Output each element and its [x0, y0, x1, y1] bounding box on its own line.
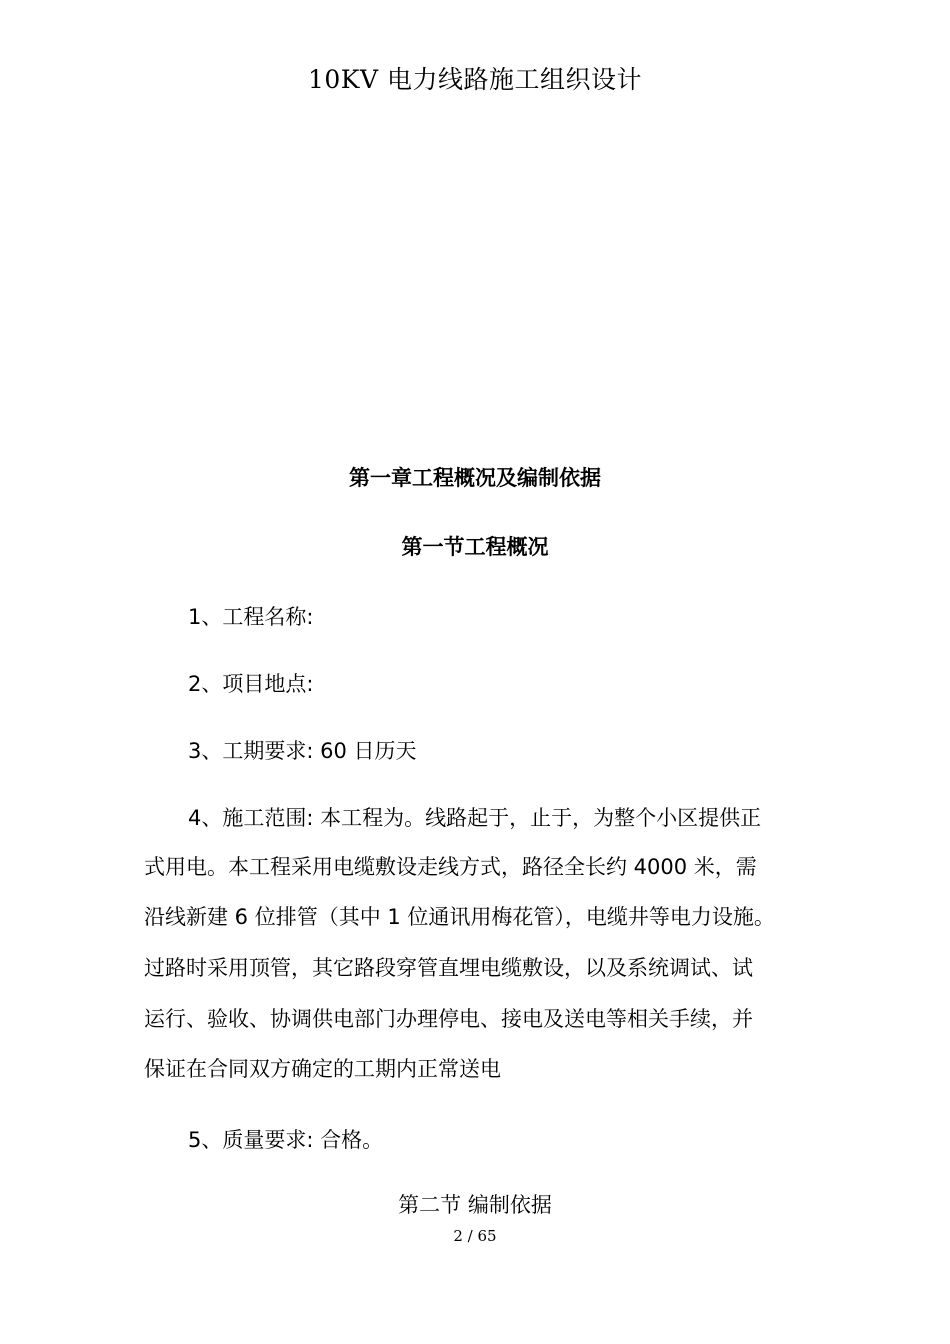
scope-line-5: 运行、验收、协调供电部门办理停电、接电及送电等相关手续，并	[144, 1007, 753, 1031]
item-schedule: 3、工期要求: 60 日历天	[188, 739, 417, 763]
page-indicator: 2 / 65	[453, 1227, 497, 1245]
item-project-name: 1、工程名称:	[188, 605, 314, 629]
document-title: 10KV 电力线路施工组织设计	[308, 65, 642, 94]
scope-line-2: 式用电。本工程采用电缆敷设走线方式，路径全长约 4000 米，需	[144, 855, 757, 879]
scope-line-3: 沿线新建 6 位排管（其中 1 位通讯用梅花管），电缆井等电力设施。	[144, 905, 775, 929]
scope-line-6: 保证在合同双方确定的工期内正常送电	[144, 1057, 501, 1081]
item-project-location: 2、项目地点:	[188, 672, 314, 696]
section-title-1: 第一节工程概况	[401, 535, 549, 559]
scope-line-1: 4、施工范围: 本工程为。线路起于，止于，为整个小区提供正	[188, 806, 762, 830]
item-quality: 5、质量要求: 合格。	[188, 1128, 384, 1152]
section-title-2: 第二节 编制依据	[398, 1193, 552, 1217]
scope-line-4: 过路时采用顶管，其它路段穿管直埋电缆敷设，以及系统调试、试	[144, 956, 753, 980]
chapter-title: 第一章工程概况及编制依据	[349, 466, 601, 490]
